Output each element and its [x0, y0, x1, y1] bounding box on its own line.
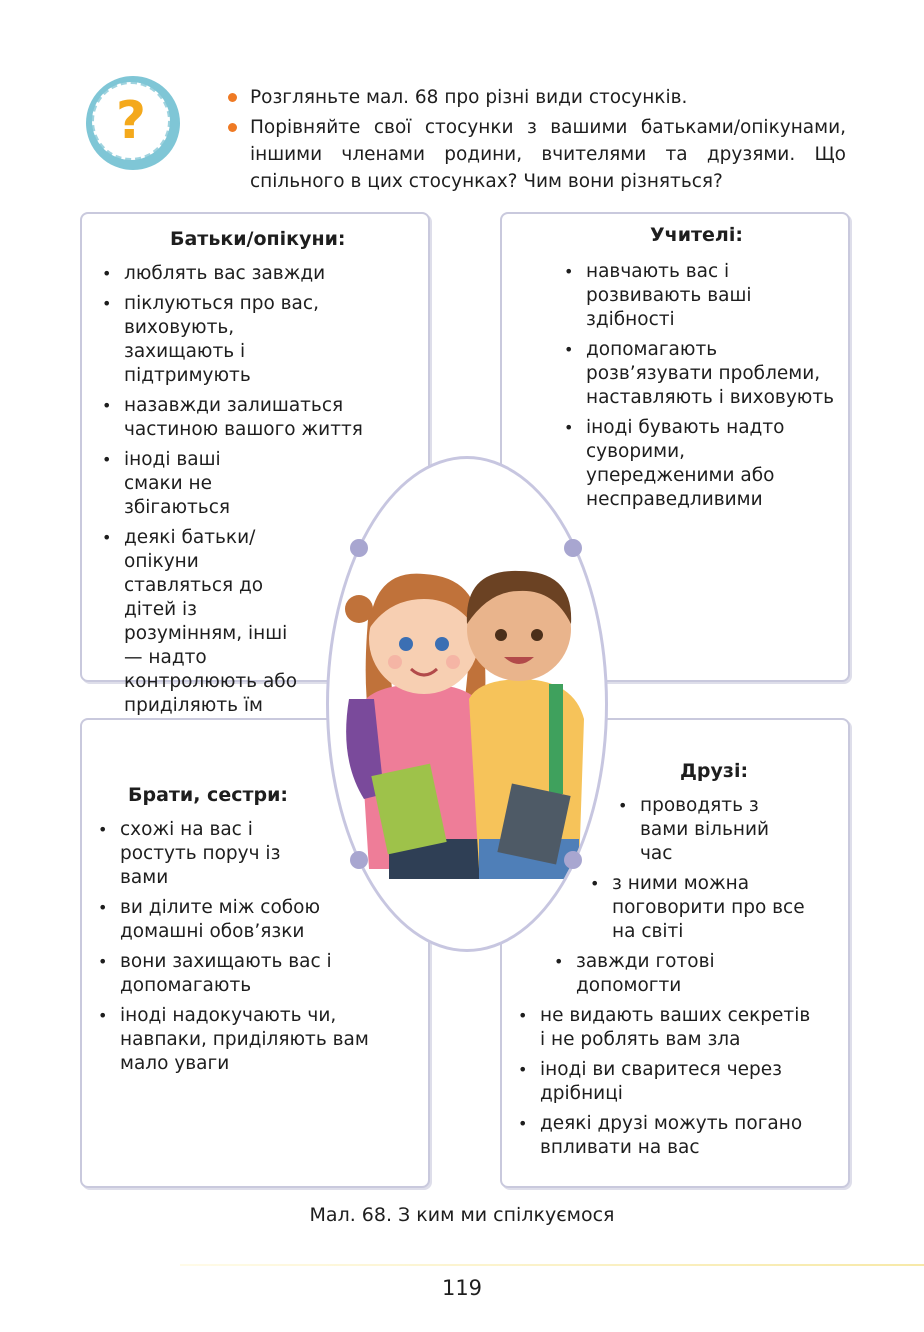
question-mark: ?: [115, 91, 147, 151]
teachers-title: Учителі:: [650, 224, 743, 246]
list-item: • іноді ви сваритеся через дрібниці: [502, 1058, 820, 1106]
list-item: • ви ділите між собою домашні обов’язки: [82, 896, 350, 944]
footer-divider: [180, 1264, 924, 1266]
question-icon: [86, 76, 180, 170]
siblings-title: Брати, сестри:: [128, 784, 288, 806]
figure-caption: Мал. 68. З ким ми спілкуємося: [309, 1204, 615, 1226]
list-item: • іноді бувають надто суворими, упередженими або несправедливими: [548, 416, 796, 512]
teachers-list: [548, 260, 848, 518]
intro-item: Порівняйте свої стосунки з вашими батьками/опікунами, іншими членами родини, вчителями та друзями. Що спільного в цих стосунках? Чим вони різняться?: [230, 114, 846, 195]
list-item: • іноді надокучають чи, навпаки, приділяють вам мало уваги: [82, 1004, 410, 1076]
list-item: • не видають ваших секретів і не роблять вам зла: [502, 1004, 820, 1052]
connector-dot-icon: [350, 539, 368, 557]
bullet-dot-icon: [228, 93, 237, 102]
bullet-dot-icon: [228, 123, 237, 132]
friends-title: Друзі:: [680, 760, 749, 782]
list-item: • деякі батьки/опікуни ставляться до дітей із розумінням, інші — надто контролюють або приділяють їм: [86, 526, 309, 766]
list-item: • завжди готові допомогти: [538, 950, 776, 998]
intro-item: Розгляньте мал. 68 про різні види стосунків.: [230, 84, 846, 111]
kids-illustration: [326, 456, 608, 952]
parents-title: Батьки/опікуни:: [170, 228, 346, 250]
kids-illustration-svg: [329, 459, 605, 949]
list-item: • назавжди залишаться частиною вашого життя: [86, 394, 374, 442]
list-item: • допомагають розв’язувати проблеми, наставляють і виховують: [548, 338, 846, 410]
connector-dot-icon: [564, 539, 582, 557]
list-item: • вони захищають вас і допомагають: [82, 950, 360, 998]
list-item: • проводять з вами вільний час: [602, 794, 790, 866]
list-item: • іноді ваші смаки не збігаються: [86, 448, 284, 520]
connector-dot-icon: [564, 851, 582, 869]
connector-dot-icon: [350, 851, 368, 869]
list-item: • люблять вас завжди: [86, 262, 416, 286]
list-item: • піклуються про вас, виховують, захищають і підтримують: [86, 292, 344, 388]
page-number: 119: [441, 1276, 483, 1300]
intro-list: [230, 84, 846, 198]
list-item: • деякі друзі можуть погано впливати на вас: [502, 1112, 840, 1160]
list-item: • схожі на вас і ростуть поруч із вами: [82, 818, 300, 890]
list-item: • з ними можна поговорити про все на світі: [574, 872, 812, 944]
list-item: • навчають вас і розвивають ваші здібності: [548, 260, 756, 332]
